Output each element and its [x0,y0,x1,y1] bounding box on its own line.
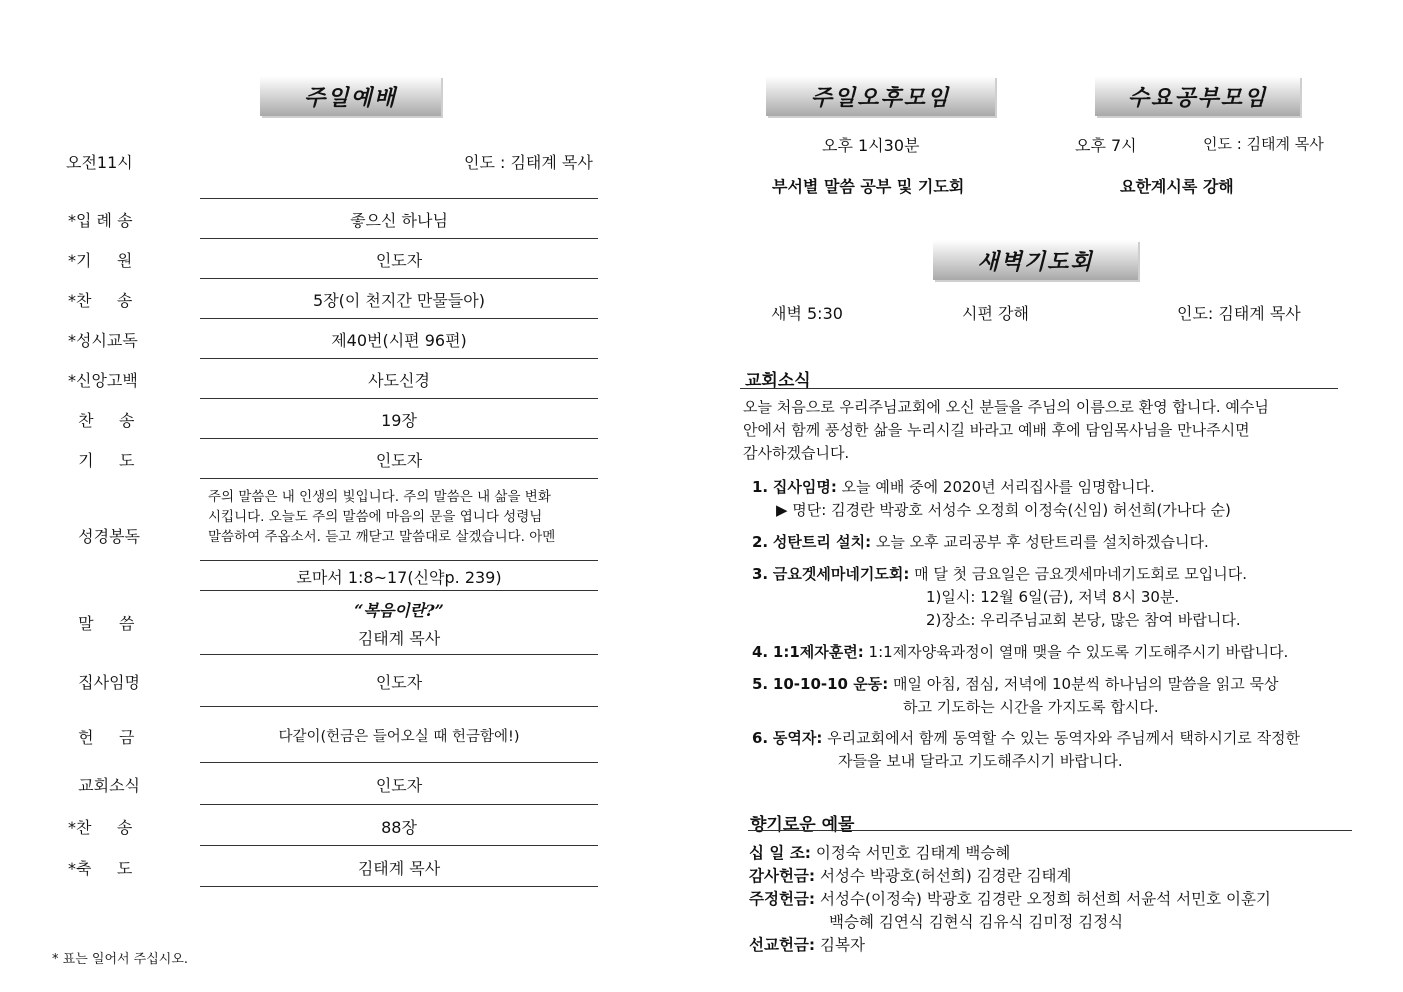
news-item-number: 2. [752,533,769,551]
order-value: 인도자 [375,251,423,270]
news-item-title: 동역자: [772,729,823,747]
news-item-number: 1. [752,478,769,496]
offering-label: 감사헌금: [749,867,816,885]
dawn-desc: 시편 강해 [962,304,1029,323]
order-label: 기 도 [68,451,135,470]
reading-prayer-line: 말씀하여 주옵소서. 듣고 깨닫고 말씀대로 살겠습니다. 아멘 [208,529,556,545]
news-item-text: 우리교회에서 함께 동역할 수 있는 동역자와 주님께서 택하시기로 작정한 [827,729,1301,747]
order-rule [200,560,598,561]
news-item-text: 자들을 보내 달라고 기도해주시기 바랍니다. [838,752,1123,770]
news-item-number: 6. [752,729,769,747]
order-value: 5장(이 천지간 만물들아) [313,291,485,310]
wednesday-leader: 인도 : 김태계 목사 [1203,135,1324,153]
order-rule [200,358,598,359]
afternoon-title: 주일오후모임 [810,85,951,111]
reading-prayer-line: 주의 말씀은 내 인생의 빛입니다. 주의 말씀은 내 삶을 변화 [208,489,551,505]
news-item-text: 1)일시: 12월 6일(금), 저녁 8시 30분. [926,588,1180,606]
news-item-text: 오늘 오후 교리공부 후 성탄트리를 설치하겠습니다. [875,533,1209,551]
order-label: *신앙고백 [68,371,138,390]
reading-passage: 로마서 1:8~17(신약p. 239) [296,568,502,587]
order-value: 88장 [381,818,417,837]
order-value: 인도자 [375,673,423,692]
order-label: 성경봉독 [68,527,140,546]
news-item-number: 4. [752,643,769,661]
reading-prayer [208,487,594,547]
footnote: * 표는 일어서 주십시오. [52,952,189,967]
offering-names: 김복자 [820,936,865,954]
news-item-text: ▶ 명단: 김경란 박광호 서성수 오정희 이정숙(신임) 허선희(가나다 순) [776,501,1231,519]
offering-label: 선교헌금: [749,936,816,954]
order-rule [200,654,598,655]
news-item-text: 매 달 첫 금요일은 금요겟세마네기도회로 모입니다. [914,565,1248,583]
news-item-title: 집사임명: [772,478,837,496]
worship-time: 오전11시 [66,153,133,172]
worship-leader: 인도 : 김태계 목사 [464,153,593,172]
sermon-title: “복음이란?” [354,601,444,620]
order-rule [200,398,598,399]
order-value: 김태계 목사 [357,859,441,878]
news-item-number: 3. [752,565,769,583]
offering-row [749,887,1271,909]
order-rule [200,198,598,199]
offering-names: 서성수 박광호(허선희) 김경란 김태계 [820,867,1072,885]
offering-label: 주정헌금: [749,890,816,908]
order-rule [200,804,598,805]
news-item-title: 성탄트리 설치: [772,533,872,551]
order-label: 찬 송 [68,411,135,430]
order-value: 인도자 [375,451,423,470]
order-label: 집사임명 [68,673,140,692]
news-item-text: 2)장소: 우리주님교회 본당, 많은 참여 바랍니다. [926,611,1241,629]
news-item-text: 하고 기도하는 시간을 가지도록 합시다. [903,698,1159,716]
order-label: 말 씀 [68,614,135,633]
order-rule [200,318,598,319]
wednesday-title: 수요공부모임 [1127,85,1268,111]
title-banner-afternoon [766,76,995,116]
order-label: *기 원 [68,251,133,270]
order-rule [200,845,598,846]
dawn-leader: 인도: 김태계 목사 [1177,304,1301,323]
order-label: *찬 송 [68,291,133,310]
dawn-time: 새벽 5:30 [771,304,843,323]
order-rule [200,762,598,763]
wednesday-desc: 요한계시록 강해 [1120,177,1234,196]
news-item-text: 1:1제자양육과정이 열매 맺을 수 있도록 기도해주시기 바랍니다. [868,643,1289,661]
order-value: 다같이(헌금은 들어오실 때 헌금함에!) [278,729,520,745]
offering-heading-rule [748,830,1352,831]
news-heading: 교회소식 [745,371,811,391]
reading-prayer-line: 시킵니다. 오늘도 주의 말씀에 마음의 문을 엽니다 성령님 [208,509,543,525]
offering-heading: 향기로운 예물 [750,815,855,835]
news-item [752,641,1288,662]
order-label: *입 례 송 [68,211,133,230]
news-item [752,673,1279,694]
order-rule [200,478,598,479]
order-label: *축 도 [68,859,133,878]
offering-row [749,864,1072,886]
sunday-worship-title: 주일예배 [303,85,397,111]
order-rule [200,706,598,707]
offering-names: 서성수(이정숙) 박광호 김경란 오정희 허선희 서윤석 서민호 이훈기 [820,890,1271,908]
news-intro-line: 안에서 함께 풍성한 삶을 누리시길 바라고 예배 후에 담임목사님을 만나주시면 [743,421,1250,439]
wednesday-time: 오후 7시 [1075,136,1137,155]
offering-row [749,841,1010,863]
news-item [752,727,1300,748]
offering-names: 이정숙 서민호 김태계 백승혜 [815,844,1011,862]
order-rule [200,278,598,279]
news-intro-line: 감사하겠습니다. [743,444,850,462]
order-rule [200,238,598,239]
news-item-text: 오늘 예배 중에 2020년 서리집사를 임명합니다. [841,478,1155,496]
offering-names: 백승혜 김연식 김현식 김유식 김미정 김정식 [829,913,1124,931]
order-value: 19장 [381,411,417,430]
news-item-text: 매일 아침, 점심, 저녁에 10분씩 하나님의 말씀을 읽고 묵상 [892,675,1279,693]
news-item-title: 금요겟세마네기도회: [772,565,910,583]
news-item [752,531,1209,552]
order-label: 헌 금 [68,728,135,747]
news-item-title: 1:1제자훈련: [772,643,864,661]
news-item-number: 5. [752,675,769,693]
offering-row [749,933,865,955]
dawn-title: 새벽기도회 [977,249,1094,275]
title-banner-sunday-worship [260,76,441,116]
order-label: *찬 송 [68,818,133,837]
title-banner-dawn [933,240,1138,280]
news-item [752,563,1247,584]
news-heading-rule [740,388,1338,389]
order-value: 인도자 [375,776,423,795]
news-intro-line: 오늘 처음으로 우리주님교회에 오신 분들을 주님의 이름으로 환영 합니다. 예수님 [743,398,1269,416]
order-label: *성시교독 [68,331,138,350]
order-rule [200,438,598,439]
news-intro [743,396,1337,465]
news-item [752,476,1155,497]
order-value: 좋으신 하나님 [350,211,448,230]
afternoon-time: 오후 1시30분 [822,136,920,155]
order-value: 사도신경 [368,371,430,390]
offering-label: 십 일 조: [749,844,811,862]
order-label: 교회소식 [68,776,140,795]
order-rule [200,886,598,887]
order-rule [200,590,598,591]
order-value: 제40번(시편 96편) [331,331,467,350]
news-item-title: 10-10-10 운동: [772,675,889,693]
afternoon-desc: 부서별 말씀 공부 및 기도회 [772,177,965,196]
sermon-preacher: 김태계 목사 [357,629,441,648]
title-banner-wednesday [1095,76,1300,116]
